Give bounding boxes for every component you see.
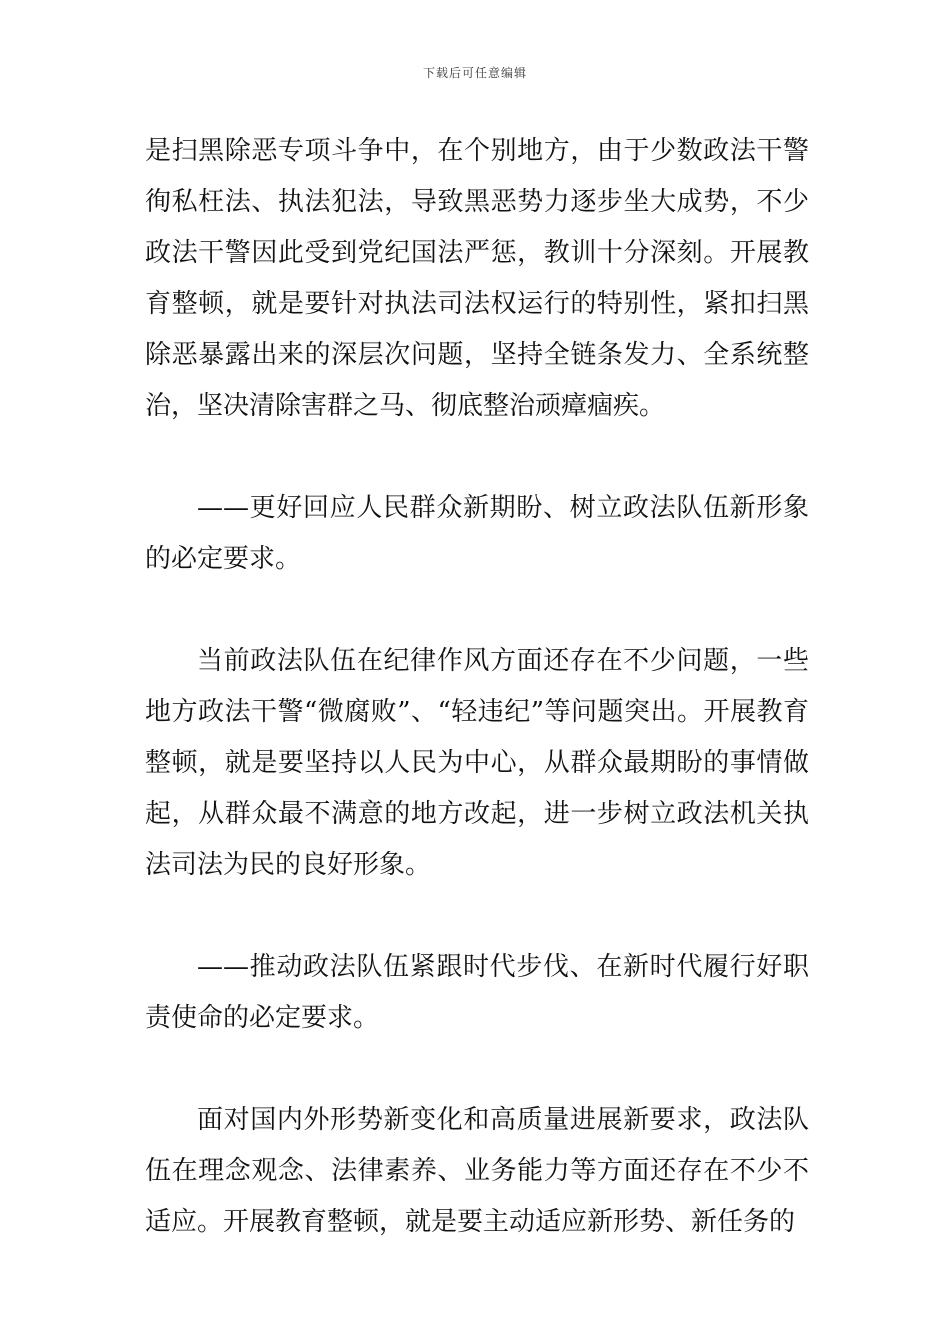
paragraph-heading-dash: ——推动政法队伍紧跟时代步伐、在新时代履行好职责使命的必定要求。 — [145, 952, 809, 1033]
document-body — [145, 126, 809, 1248]
paragraph: 面对国内外形势新变化和高质量进展新要求，政法队伍在理念观念、法律素养、业务能力等方面还存在不少不适应。开展教育整顿，就是要主动适应新形势、新任务的 — [145, 1105, 809, 1237]
page-header: 下载后可任意编辑 — [422, 66, 527, 80]
paragraph-heading-dash: ——更好回应人民群众新期盼、树立政法队伍新形象的必定要求。 — [145, 493, 809, 574]
paragraph-continuation: 是扫黑除恶专项斗争中，在个别地方，由于少数政法干警徇私枉法、执法犯法，导致黑恶势力逐步坐大成势，不少政法干警因此受到党纪国法严惩，教训十分深刻。开展教育整顿，就是要针对执法司法权运行的特别性，紧扣扫黑除恶暴露出来的深层次问题，坚持全链条发力、全系统整治，坚决清除害群之马、彻底整治顽瘴痼疾。 — [145, 136, 809, 421]
paragraph: 当前政法队伍在纪律作风方面还存在不少问题，一些地方政法干警“微腐败”、“轻违纪”等问题突出。开展教育整顿，就是要坚持以人民为中心，从群众最期盼的事情做起，从群众最不满意的地方改起，进一步树立政法机关执法司法为民的良好形象。 — [145, 646, 809, 880]
